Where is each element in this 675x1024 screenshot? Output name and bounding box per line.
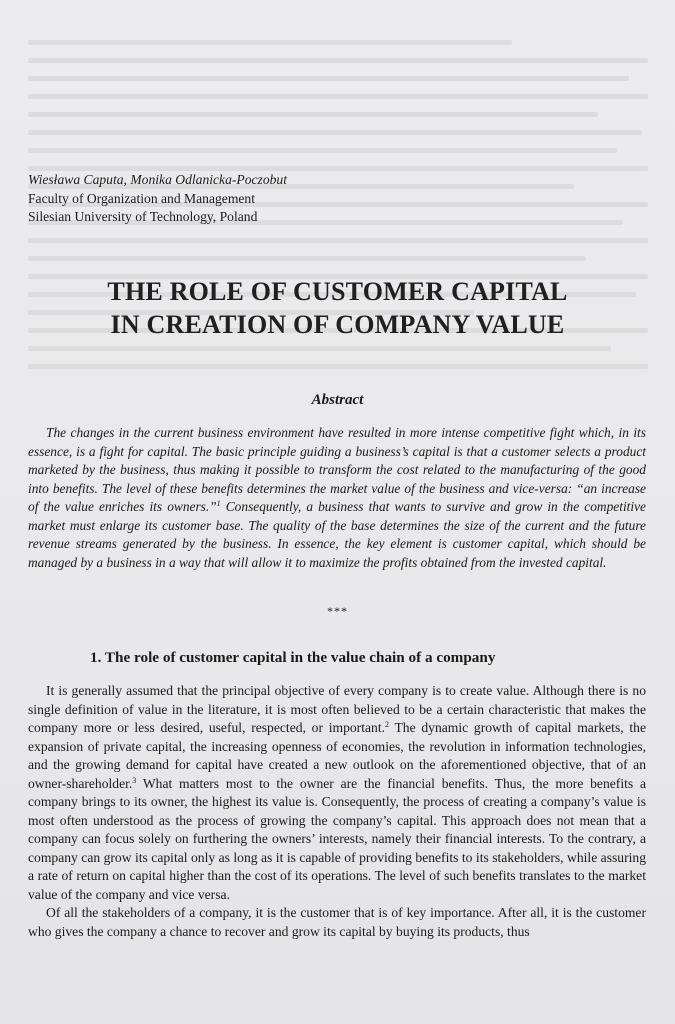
body-paragraph-1-part-2: The dynamic growth of capital markets, the expansion of private capital, the increasing openness of economies, the revolution in information technologies, and the growing demand for capital have created a new outlook on the aforementioned objective, that of an owner-shareholder. [28,720,646,791]
abstract-text-part-2: Consequently, a business that wants to survive and grow in the competitive market must enlarge its customer base. The quality of the base determines the size of the current and the future revenue streams generated by the business. In essence, the key element is customer capital, which should be managed by a business in a way that will allow it to maximize the profits obtained from the invested capital. [28,499,646,570]
footnote-marker-1: 1 [216,499,221,508]
paper-title [0,275,675,341]
author-faculty: Faculty of Organization and Management [28,190,255,206]
body-paragraph-2: Of all the stakeholders of a company, it is the customer that is of key importance. After all, it is the customer who gives the company a chance to recover and grow its capital by buying its products, thus [28,905,646,939]
section-separator: *** [327,604,348,618]
abstract-text-part-1: The changes in the current business environment have resulted in more intense competitive fight which, in its essence, is a fight for capital. The basic principle guiding a business’s capital is that a customer selects a product marketed by the business, thus making it possible to transform the cost related to the manufacturing of the good into benefits. The level of these benefits determines the market value of the business and vice-versa: “an increase of the value enriches its owners.” [28,425,646,514]
footnote-marker-2: 2 [385,720,389,729]
author-university: Silesian University of Technology, Poland [28,209,258,224]
abstract-heading: Abstract [311,392,364,408]
paper-title-line-2: IN CREATION OF COMPANY VALUE [110,310,565,339]
body-paragraph-1 [28,682,646,904]
footnote-marker-3: 3 [132,775,137,785]
body-paragraph-1-part-3: What matters most to the owner are the financial benefits. Thus, the more benefits a company brings to its owner, the highest its value is. Consequently, the process of creating a company’s value is most often understood as the process of growing the company’s capital. This approach does not mean that a company can focus solely on furthering the owners’ interests, namely their financial interests. To the contrary, a company can grow its capital only as long as it is capable of providing benefits to its stakeholders, while assuring a rate of return on capital higher than the cost of its operations. The level of such benefits translates to the market value of the company and vice versa. [28,775,646,902]
paper-title-line-1: THE ROLE OF CUSTOMER CAPITAL [107,277,568,306]
body-text [28,682,646,941]
author-names: Wiesława Caputa, Monika Odlanicka-Poczobut [28,172,288,187]
body-paragraph-1-part-1: It is generally assumed that the principal objective of every company is to create value. Although there is no single definition of value in the literature, it is most often believed to be a certain characteristic that makes the company more or less desired, useful, respected, or important. [28,683,646,735]
author-block [28,171,287,227]
abstract-text [28,424,646,572]
section-heading: 1. The role of customer capital in the value chain of a company [90,649,496,666]
